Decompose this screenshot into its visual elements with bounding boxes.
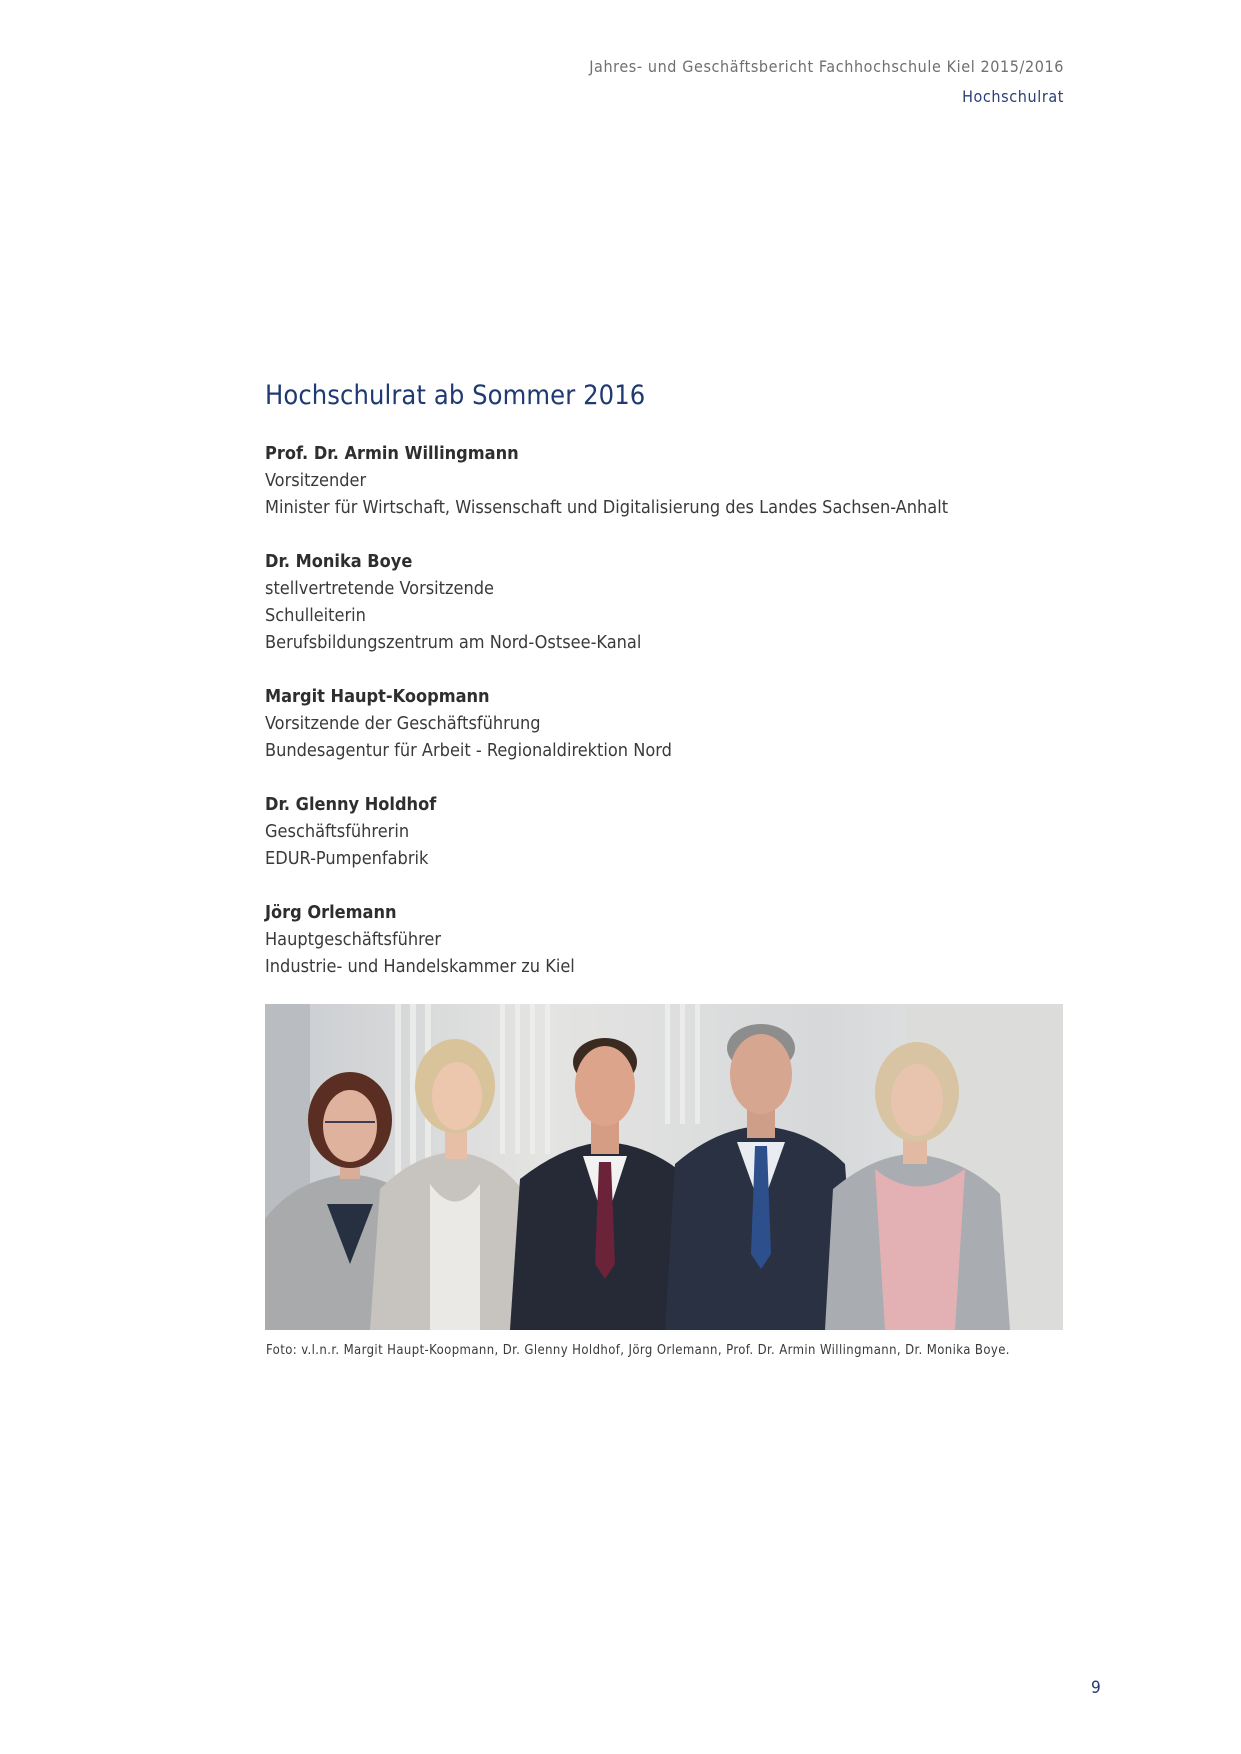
member-role: stellvertretende Vorsitzende [265,578,494,599]
member-role: Vorsitzende der Geschäftsführung [265,713,541,734]
member-position: Schulleiterin [265,605,366,626]
member-entry [265,440,1065,521]
member-name: Margit Haupt-Koopmann [265,686,490,707]
member-affiliation: EDUR-Pumpenfabrik [265,848,429,869]
member-affiliation: Minister für Wirtschaft, Wissenschaft und Digitalisierung des Landes Sachsen-Anhalt [265,497,949,518]
member-role: Hauptgeschäftsführer [265,929,442,950]
member-affiliation: Berufsbildungszentrum am Nord-Ostsee-Kanal [265,632,642,653]
section-heading: Hochschulrat ab Sommer 2016 [265,380,646,411]
member-name: Jörg Orlemann [265,902,397,923]
member-name: Prof. Dr. Armin Willingmann [265,443,519,464]
report-title: Jahres- und Geschäftsbericht Fachhochschule Kiel 2015/2016 [589,57,1064,76]
group-photo [265,1004,1063,1330]
page-number: 9 [1091,1678,1101,1698]
member-name: Dr. Monika Boye [265,551,413,572]
member-entry [265,899,1065,980]
member-entry [265,548,1065,656]
section-name: Hochschulrat [962,87,1064,106]
member-role: Geschäftsführerin [265,821,410,842]
member-role: Vorsitzender [265,470,367,491]
member-affiliation: Bundesagentur für Arbeit - Regionaldirektion Nord [265,740,672,761]
main-content [265,376,1065,1007]
member-entry [265,683,1065,764]
photo-caption: Foto: v.l.n.r. Margit Haupt-Koopmann, Dr. Glenny Holdhof, Jörg Orlemann, Prof. Dr. Armin Willingmann, Dr. Monika Boye. [266,1343,1010,1358]
member-entry [265,791,1065,872]
running-header [589,52,1064,112]
member-name: Dr. Glenny Holdhof [265,794,437,815]
member-affiliation: Industrie- und Handelskammer zu Kiel [265,956,575,977]
member-list [265,440,1065,980]
